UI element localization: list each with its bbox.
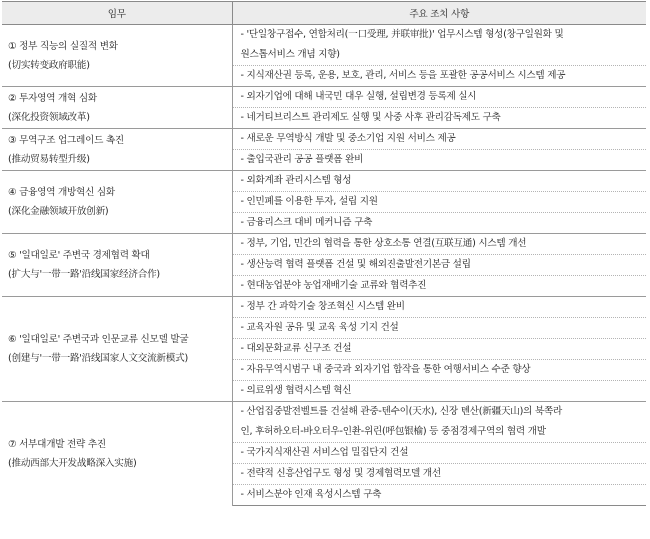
table-row bbox=[2, 171, 646, 192]
measure-cell bbox=[232, 443, 646, 464]
measure-cell bbox=[232, 297, 646, 318]
measure-text: - 대외문화교류 신구조 건설 bbox=[240, 343, 352, 354]
measure-text: - 전략적 신흥산업구도 형성 및 경제협력모델 개선 bbox=[240, 468, 441, 479]
task-zh: (深化金融领域开放创新) bbox=[8, 206, 109, 217]
measure-cell bbox=[232, 87, 646, 108]
measure-text: - '단일창구접수, 연합처리(一口受理, 并联审批)' 업무시스템 형성(창구일원화 및 bbox=[240, 29, 564, 40]
measure-cell bbox=[232, 276, 646, 297]
task-ko: ⑥ '일대일로' 주변국과 인문교류 신모델 발굴 bbox=[8, 334, 189, 345]
task-ko: ④ 금융영역 개방혁신 심화 bbox=[8, 187, 115, 198]
measure-text: - 출입국관리 공공 플랫폼 완비 bbox=[240, 154, 364, 165]
measure-cell bbox=[232, 339, 646, 360]
measure-text: - 정부 간 과학기술 창조혁신 시스템 완비 bbox=[240, 301, 405, 312]
header-task: 임무 bbox=[2, 2, 232, 25]
measure-cell bbox=[232, 234, 646, 255]
task-zh: (创建与'一带一路'沿线国家人文交流新模式) bbox=[8, 353, 188, 364]
measure-cell bbox=[232, 171, 646, 192]
task-cell bbox=[2, 129, 232, 171]
measure-cell bbox=[232, 381, 646, 402]
measure-text: - 의료위생 협력시스템 혁신 bbox=[240, 385, 352, 396]
task-cell bbox=[2, 25, 232, 87]
task-zh: (扩大与'一带一路'沿线国家经济合作) bbox=[8, 269, 160, 280]
measure-text: - 정부, 기업, 민간의 협력을 통한 상호소통 연결(互联互通) 시스템 개선 bbox=[240, 238, 527, 249]
table-row bbox=[2, 234, 646, 255]
measure-text: - 생산능력 협력 플랫폼 건설 및 해외진출발전기본금 설립 bbox=[240, 259, 471, 270]
measure-text: 원스톱서비스 개념 지향) bbox=[240, 49, 340, 60]
measure-text: - 인민폐를 이용한 투자, 설립 지원 bbox=[240, 196, 378, 207]
header-row bbox=[2, 2, 646, 25]
task-ko: ③ 무역구조 업그레이드 촉진 bbox=[8, 134, 124, 146]
measure-cell bbox=[232, 255, 646, 276]
measure-text: - 서비스분야 인재 육성시스템 구축 bbox=[240, 489, 382, 500]
measure-text: - 산업집중발전벨트를 건설해 관중-텐수이(天水), 신장 톈산(新疆天山)의 북쪽라 bbox=[240, 406, 562, 417]
measure-text: - 자유무역시범구 내 중국과 외자기업 합작을 통한 여행서비스 수준 향상 bbox=[240, 364, 531, 375]
policy-table bbox=[2, 1, 646, 506]
task-cell bbox=[2, 402, 232, 506]
task-cell bbox=[2, 87, 232, 129]
measure-cell bbox=[232, 66, 646, 87]
table-row bbox=[2, 87, 646, 108]
header-measures: 주요 조치 사항 bbox=[232, 2, 646, 25]
measure-text: 인, 후허하오터-바오터우-인촨-위린(呼包银榆) 등 중점경제구역의 협력 개발 bbox=[240, 426, 546, 437]
measure-text: - 금융리스크 대비 메커니즘 구축 bbox=[240, 217, 373, 228]
measure-cell bbox=[232, 402, 646, 443]
measure-text: - 현대농업분야 농업재배기술 교류와 협력추진 bbox=[240, 280, 427, 291]
measure-cell bbox=[232, 485, 646, 506]
task-ko: ⑤ '일대일로' 주변국 경제협력 확대 bbox=[8, 250, 150, 261]
task-cell bbox=[2, 297, 232, 402]
table-row bbox=[2, 297, 646, 318]
measure-cell bbox=[232, 360, 646, 381]
measure-text: - 지식재산권 등록, 운용, 보호, 관리, 서비스 등을 포괄한 공공서비스 시스템 제공 bbox=[240, 70, 566, 81]
measure-text: - 새로운 무역방식 개발 및 중소기업 지원 서비스 제공 bbox=[240, 133, 456, 144]
measure-cell bbox=[232, 464, 646, 485]
task-zh: (推动贸易转型升级) bbox=[8, 153, 90, 165]
task-zh: (推动西部大开发战略深入实施) bbox=[8, 457, 137, 469]
measure-cell bbox=[232, 25, 646, 66]
measure-text: - 교육자원 공유 및 교육 육성 기지 건설 bbox=[240, 322, 399, 333]
measure-cell bbox=[232, 192, 646, 213]
task-zh: (深化投资领域改革) bbox=[8, 111, 90, 123]
measure-cell bbox=[232, 129, 646, 150]
measure-text: - 외자기업에 대해 내국민 대우 실행, 설립변경 등록제 실시 bbox=[240, 91, 477, 102]
task-ko: ⑦ 서부대개발 전략 추진 bbox=[8, 438, 106, 450]
measure-cell bbox=[232, 318, 646, 339]
task-ko: ① 정부 직능의 실질적 변화 bbox=[8, 40, 118, 52]
measure-cell bbox=[232, 213, 646, 234]
measure-text: - 국가지식재산권 서비스업 밀집단지 건설 bbox=[240, 447, 409, 458]
table-row bbox=[2, 25, 646, 66]
task-cell bbox=[2, 171, 232, 234]
measure-cell bbox=[232, 108, 646, 129]
task-cell bbox=[2, 234, 232, 297]
measure-text: - 네거티브리스트 관리제도 실행 및 사중 사후 관리감독제도 구축 bbox=[240, 112, 501, 123]
task-zh: (切实转变政府职能) bbox=[8, 59, 90, 71]
task-ko: ② 투자영역 개혁 심화 bbox=[8, 92, 97, 104]
measure-text: - 외화계좌 관리시스템 형성 bbox=[240, 175, 352, 186]
table-row bbox=[2, 129, 646, 150]
table-row bbox=[2, 402, 646, 443]
measure-cell bbox=[232, 150, 646, 171]
